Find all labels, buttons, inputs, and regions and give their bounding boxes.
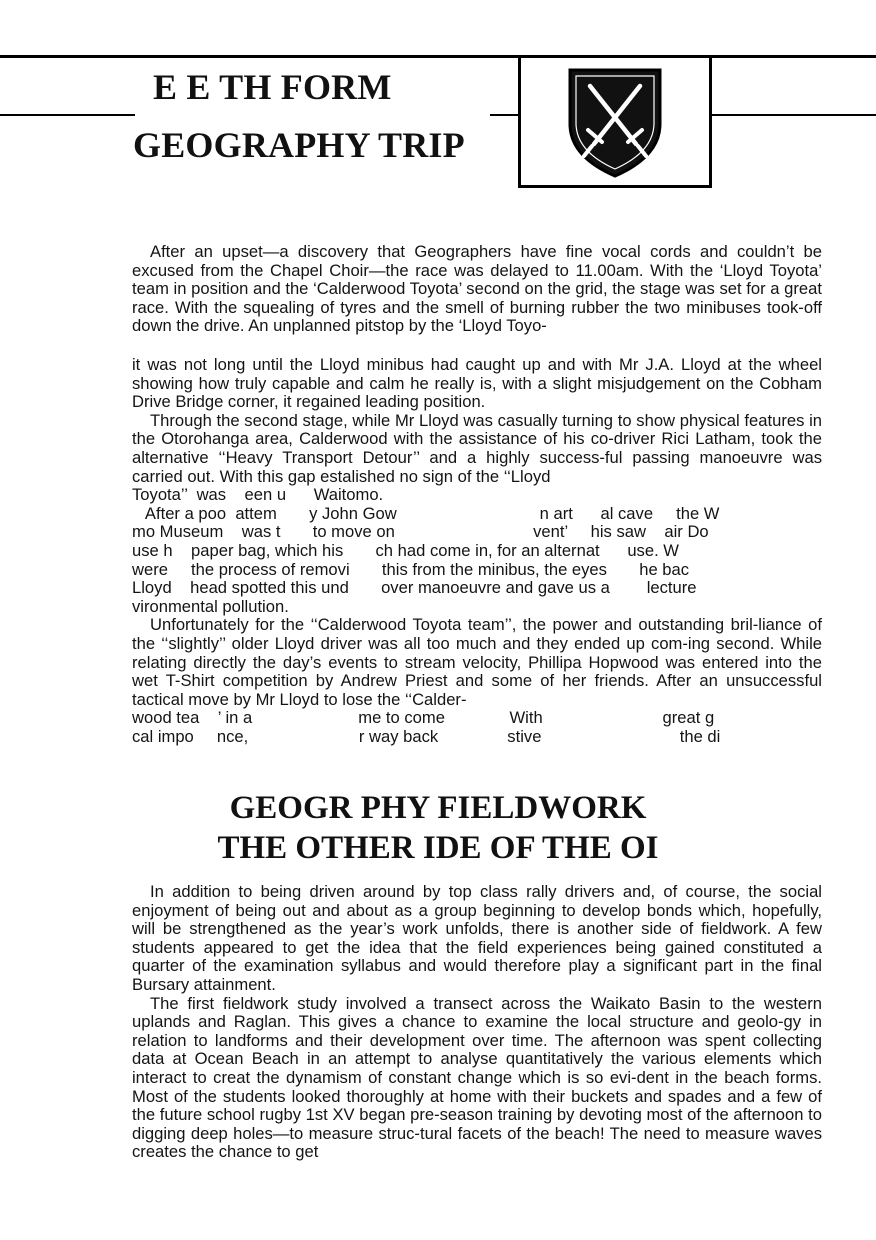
text-fragment: use h paper bag, which his ch had come in, for an alternat use. W xyxy=(132,540,679,560)
header-rule-right-bottom xyxy=(712,114,876,116)
paragraph: After an upset—a discovery that Geographers have fine vocal cords and couldn’t be excused from the Chapel Choir—the race was delayed to 11.00am. With the ‘Lloyd Toyota’ team in position and the ‘Calderwood Toyota’ second on the grid, the stage was set for a great race. With the squealing of tyres and the smell of burning rubber the two minibuses took-off down the drive. An unplanned pitstop by the ‘Lloyd Toyo- xyxy=(132,242,822,336)
text-fragment: vironmental pollution. xyxy=(132,596,289,616)
paragraph: In addition to being driven around by top class rally drivers and, of course, the social enjoyment of being out and about as a group beginning to develop bonds which, hopefully, will be strengthened as the year’s work unfolds, there is another side of fieldwork. A few students appeared to get the idea that the field experiences being gained constituted a quarter of the examination syllabus and would therefore play a significant part in the final Bursary attainment. xyxy=(132,882,822,994)
section-body xyxy=(132,883,822,1162)
text-fragment: cal impo nce, r way back stive the di xyxy=(132,726,721,746)
text-fragment: After a poo attem y John Gow n art al cave the W xyxy=(132,503,720,523)
paragraph: Through the second stage, while Mr Lloyd was casually turning to show physical features in the Otorohanga area, Calderwood with the assistance of his co-driver Rici Latham, took the alternative ‘‘Heavy Transport Detour’’ and a highly success-ful passing manoeuvre was carried out. With this gap estalished no sign of the ‘‘Lloyd xyxy=(132,410,822,486)
crossed-swords-shield-icon xyxy=(566,66,664,178)
section-title-line2: THE OTHER IDE OF THE OI xyxy=(217,830,659,866)
header-rule-bottom xyxy=(0,114,135,116)
paragraph: The first fieldwork study involved a transect across the Waikato Basin to the western uplands and Raglan. This gives a chance to examine the local structure and geolo-gy in relation to landforms and their development over time. The afternoon was spent collecting data at Ocean Beach in an attempt to analyse quantitatively the various elements which interact to creat the dynamism of constant change which is so evi-dent in the beach forms. Most of the students looked thoroughly at home with their buckets and spades and a few of the future school rugby 1st XV began pre-season training by devoting most of the afternoon to digging deep holes—to measure struc-tural facets of the beach! The need to measure waves creates the chance to get xyxy=(132,993,822,1162)
article-intro xyxy=(132,243,822,336)
text-fragment: were the process of removi this from the minibus, the eyes he bac xyxy=(132,559,690,579)
paragraph: Unfortunately for the ‘‘Calderwood Toyota team’’, the power and outstanding bril-liance of the ‘‘slightly’’ older Lloyd driver was all too much and they ended up com-ing second. While relating directly the day’s events to stream velocity, Phillipa Hopwood was entered into the wet T-Shirt competition by Andrew Priest and some of her friends. After an unsuccessful tactical move by Mr Lloyd to lose the ‘‘Calder- xyxy=(132,615,822,709)
text-fragment: wood tea ’ in a me to come With great g xyxy=(132,708,715,728)
article-body xyxy=(132,356,822,746)
text-fragment: Lloyd head spotted this und over manoeuvre and gave us a lecture xyxy=(132,578,697,598)
article-title-line1: E E TH FORM xyxy=(153,67,392,107)
text-fragment: mo Museum was t to move on vent’ his saw air Do xyxy=(132,522,709,542)
paragraph: it was not long until the Lloyd minibus had caught up and with Mr J.A. Lloyd at the wheel showing how truly capable and calm he really is, with a slight misjudgement on the Cobham Drive Bridge corner, it regained leading position. xyxy=(132,355,822,412)
header-rule-right-top xyxy=(712,55,876,58)
header-rule-mid xyxy=(490,114,520,116)
header-rule-top xyxy=(0,55,520,58)
section-title-line1: GEOGR PHY FIELDWORK xyxy=(229,790,647,826)
article-title-line2: GEOGRAPHY TRIP xyxy=(133,125,465,165)
crest-frame xyxy=(518,55,712,188)
text-fragment: Toyota’’ was een u Waitomo. xyxy=(132,485,384,505)
